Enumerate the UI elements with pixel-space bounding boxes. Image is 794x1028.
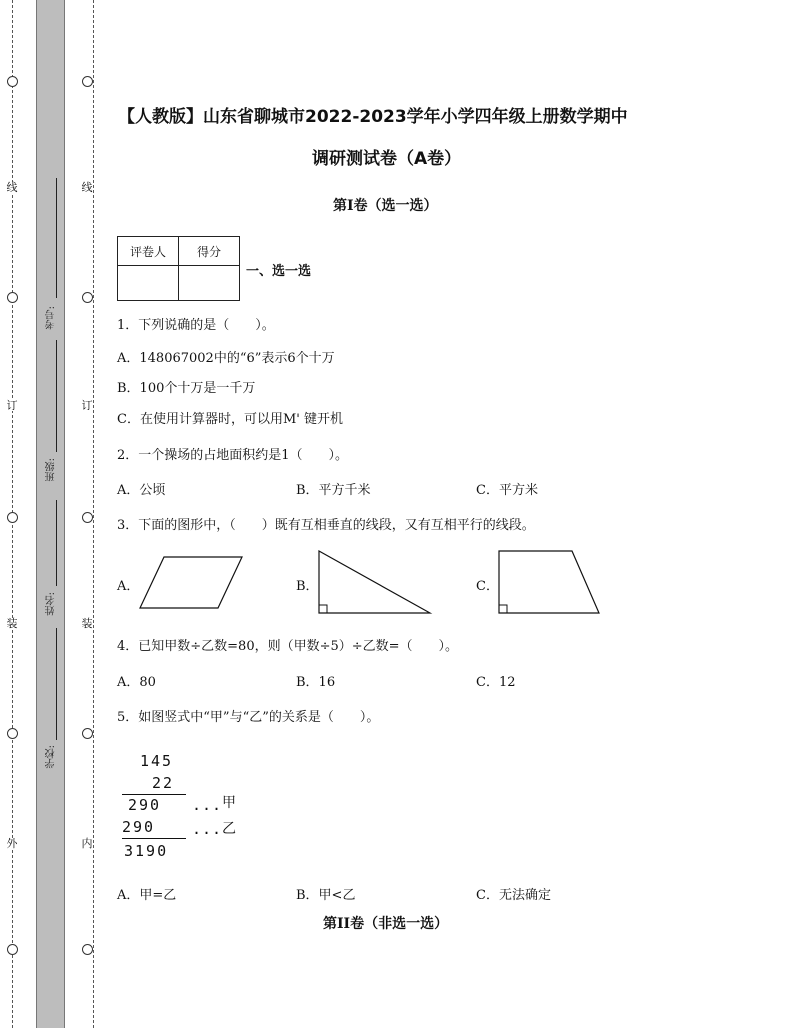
exam-title-line2: 调研测试卷（A卷） (312, 149, 462, 169)
binding-hole (7, 292, 18, 303)
parallelogram-figure (138, 554, 246, 612)
section1-heading: 一、选一选 (246, 264, 312, 279)
binding-hole (82, 292, 93, 303)
field-name-line[interactable] (56, 500, 57, 586)
margin-char-xian: 线 (6, 181, 18, 194)
question-1-option-c[interactable]: C．在使用计算器时，可以用M' 键开机 (117, 412, 343, 427)
margin-char-wai: 外 (6, 837, 18, 850)
calc-label-jia: 甲 (222, 795, 236, 811)
field-school-label: 学校: (46, 745, 57, 769)
question-4-option-a[interactable]: A．80 (117, 675, 156, 690)
calc-multiplicand: 145 (140, 752, 174, 770)
calc-partial-2: 290 (122, 818, 156, 836)
question-1-stem: 1．下列说确的是（ ）。 (117, 318, 275, 333)
margin-char-zhuang-inner: 装 (81, 617, 93, 630)
binding-hole (82, 512, 93, 523)
question-2-option-a[interactable]: A．公顷 (117, 483, 166, 498)
calc-label-yi: 乙 (222, 821, 236, 837)
score-table-score-header: 得分 (179, 237, 240, 266)
margin-char-ding-inner: 订 (81, 399, 93, 412)
binding-hole (7, 512, 18, 523)
inner-cut-line (93, 0, 94, 1028)
binding-hole (7, 944, 18, 955)
calc-multiplier: 22 (152, 774, 175, 792)
score-table-score-cell[interactable] (179, 266, 240, 301)
question-1-option-a[interactable]: A．148067002中的“6”表示6个十万 (117, 351, 335, 366)
question-2-option-c[interactable]: C．平方米 (476, 483, 538, 498)
vertical-multiplication (118, 748, 258, 866)
calc-product: 3190 (124, 842, 169, 860)
question-4-option-b[interactable]: B．16 (296, 675, 336, 690)
margin-char-zhuang: 装 (6, 617, 18, 630)
margin-char-ding: 订 (6, 399, 18, 412)
question-2-stem: 2．一个操场的占地面积约是1（ ）。 (117, 448, 349, 463)
calc-rule-1 (122, 794, 186, 795)
question-3-option-b[interactable]: B． (296, 579, 319, 594)
field-school-line[interactable] (56, 628, 57, 740)
right-triangle-figure (316, 548, 434, 616)
question-3-option-a[interactable]: A． (117, 579, 140, 594)
field-name-label: 姓名: (46, 592, 57, 616)
exam-title-line1: 【人教版】山东省聊城市2022-2023学年小学四年级上册数学期中 (118, 107, 628, 127)
binding-hole (7, 728, 18, 739)
field-exam-number-line[interactable] (56, 178, 57, 298)
calc-dots-2: ... (192, 820, 223, 838)
question-5-option-c[interactable]: C．无法确定 (476, 888, 551, 903)
calc-partial-1: 290 (128, 796, 162, 814)
question-2-option-b[interactable]: B．平方千米 (296, 483, 371, 498)
score-table (117, 236, 240, 301)
question-4-option-c[interactable]: C．12 (476, 675, 516, 690)
margin-char-xian-inner: 线 (81, 181, 93, 194)
calc-rule-2 (122, 838, 186, 839)
score-table-grader-cell[interactable] (118, 266, 179, 301)
part1-heading: 第I卷（选一选） (333, 198, 438, 214)
binding-hole (82, 944, 93, 955)
score-table-grader-header: 评卷人 (118, 237, 179, 266)
binding-hole (82, 76, 93, 87)
part2-heading: 第II卷（非选一选） (323, 916, 449, 932)
question-4-stem: 4．已知甲数÷乙数=80，则（甲数÷5）÷乙数=（ ）。 (117, 639, 459, 654)
question-3-option-c[interactable]: C． (476, 579, 499, 594)
question-5-option-b[interactable]: B．甲<乙 (296, 888, 356, 903)
field-class-line[interactable] (56, 340, 57, 452)
question-3-stem: 3．下面的图形中，（ ）既有互相垂直的线段，又有互相平行的线段。 (117, 518, 535, 533)
right-trapezoid-figure (496, 548, 604, 616)
field-class-label: 班级: (46, 458, 57, 482)
question-5-option-a[interactable]: A．甲=乙 (117, 888, 177, 903)
binding-hole (82, 728, 93, 739)
calc-dots-1: ... (192, 796, 223, 814)
margin-char-nei-inner: 内 (81, 837, 93, 850)
question-1-option-b[interactable]: B．100个十万是一千万 (117, 381, 256, 396)
binding-strip (36, 0, 65, 1028)
field-exam-number-label: 考号: (46, 306, 57, 330)
question-5-stem: 5．如图竖式中“甲”与“乙”的关系是（ ）。 (117, 710, 380, 725)
binding-hole (7, 76, 18, 87)
